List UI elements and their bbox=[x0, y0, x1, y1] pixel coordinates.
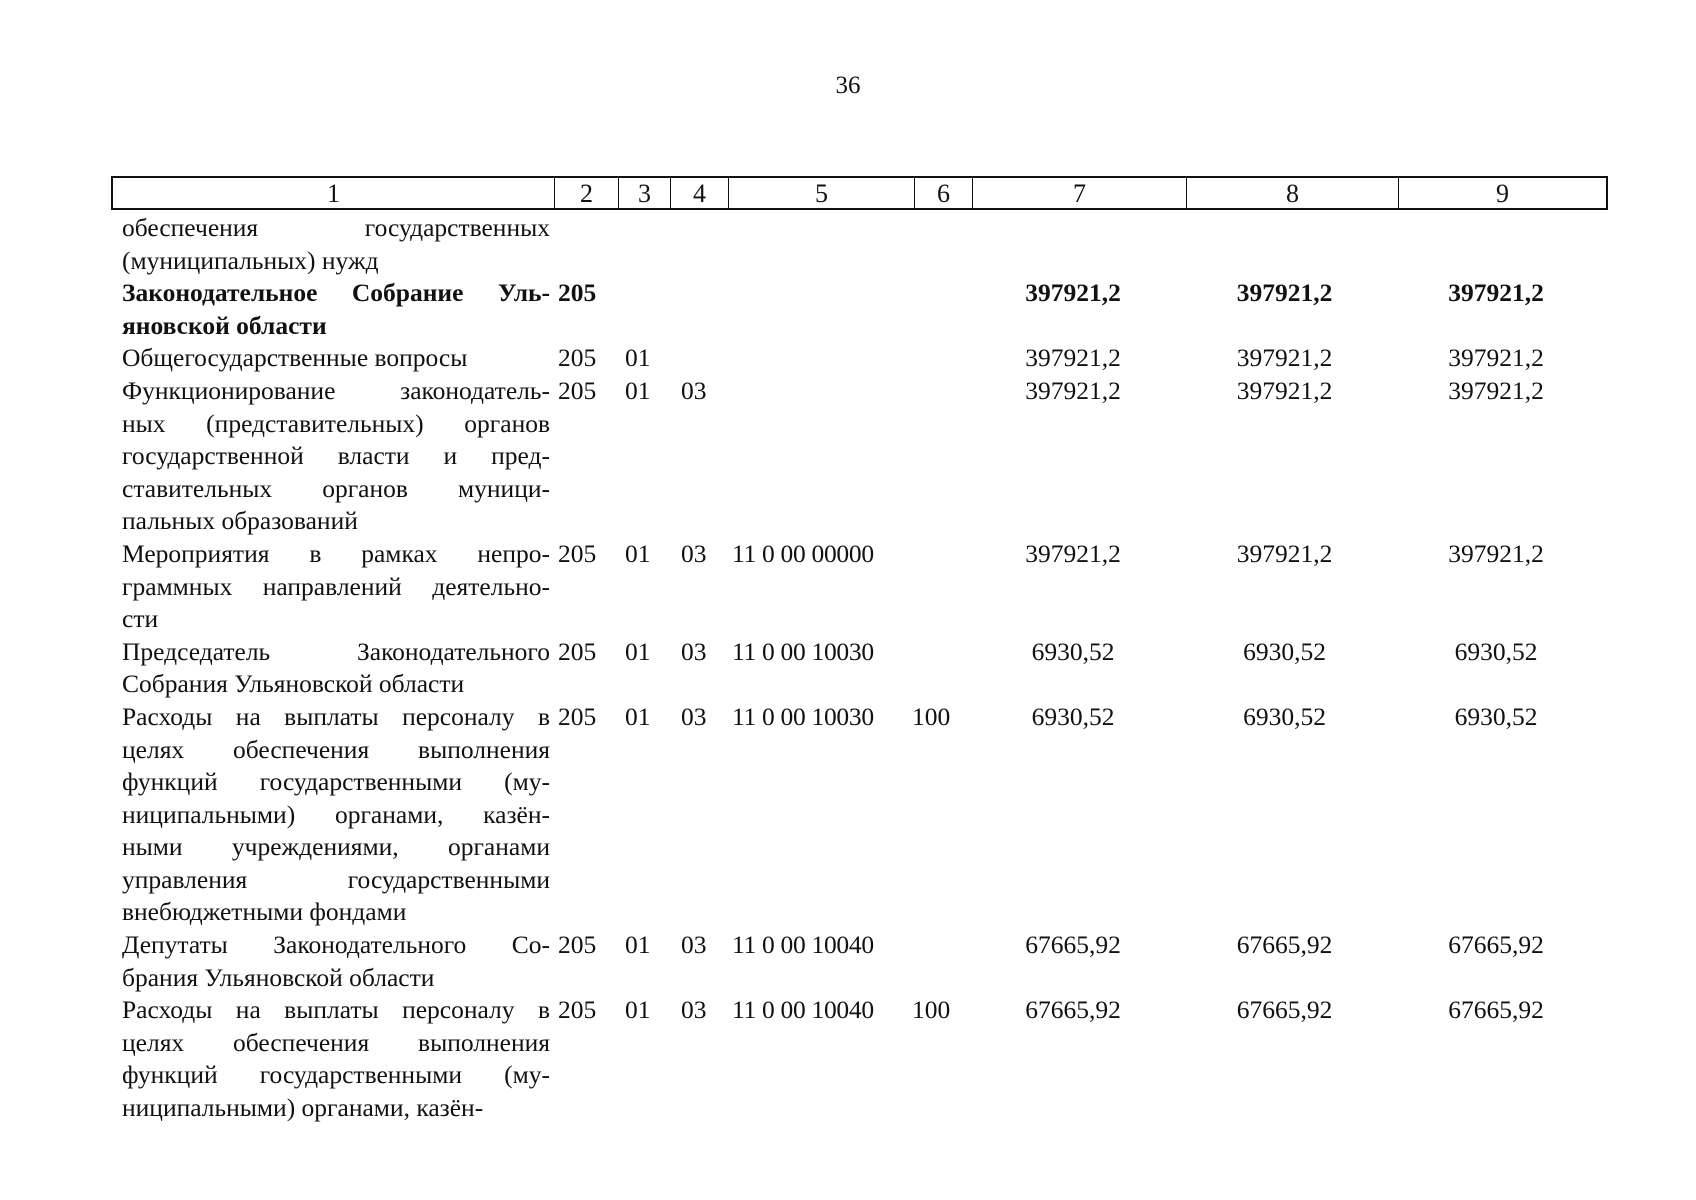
cell-section: 01 bbox=[625, 375, 651, 405]
description-line: ставительных органов муници- bbox=[122, 473, 550, 503]
cell-ministry-code: 205 bbox=[558, 375, 597, 405]
description-line: сти bbox=[122, 604, 159, 634]
row-description bbox=[122, 342, 550, 375]
row-description bbox=[122, 538, 550, 636]
cell-ministry-code: 205 bbox=[558, 701, 597, 731]
cell-expense-type bbox=[904, 538, 967, 636]
cell-amount-year-3: 6930,52 bbox=[1454, 701, 1538, 731]
description-line: Мероприятия в рамках непро- bbox=[122, 538, 550, 568]
description-line: ниципальными) органами, казён- bbox=[122, 799, 550, 829]
cell-amount-year-3: 67665,92 bbox=[1448, 930, 1544, 960]
cell-section bbox=[617, 212, 673, 277]
description-line: функций государственными (му- bbox=[122, 1060, 550, 1090]
cell-amount-year-1: 6930,52 bbox=[1031, 636, 1115, 666]
description-line: внебюджетными фондами bbox=[122, 897, 407, 927]
cell-amount-year-3: 67665,92 bbox=[1448, 995, 1544, 1025]
cell-amount-year-3: 397921,2 bbox=[1448, 375, 1544, 405]
description-line: ниципальными) органами, казён- bbox=[122, 1093, 484, 1123]
description-line: целях обеспечения выполнения bbox=[122, 734, 550, 764]
cell-ministry-code: 205 bbox=[558, 278, 597, 308]
cell-amount-year-1: 397921,2 bbox=[1025, 375, 1121, 405]
header-col-1: 1 bbox=[327, 179, 340, 208]
cell-ministry-code: 205 bbox=[558, 343, 597, 373]
cell-amount-year-2: 397921,2 bbox=[1236, 538, 1333, 568]
cell-subsection bbox=[673, 342, 726, 375]
description-line: (муниципальных) нужд bbox=[122, 245, 379, 275]
cell-amount-year-3 bbox=[1390, 212, 1602, 277]
row-description bbox=[122, 701, 550, 929]
description-line: Собрания Ульяновской области bbox=[122, 669, 465, 699]
cell-subsection bbox=[673, 212, 726, 277]
description-line: целях обеспечения выполнения bbox=[122, 1027, 550, 1057]
cell-amount-year-2: 6930,52 bbox=[1243, 636, 1326, 666]
cell-amount-year-1: 67665,92 bbox=[1025, 930, 1121, 960]
description-line: Общегосударственные вопросы bbox=[122, 343, 468, 373]
row-description bbox=[122, 375, 550, 538]
cell-expense-type bbox=[904, 636, 967, 701]
row-description bbox=[122, 929, 550, 994]
cell-target-article bbox=[726, 212, 904, 277]
header-col-3: 3 bbox=[618, 178, 670, 210]
header-col-7: 7 bbox=[972, 178, 1186, 210]
description-line: государственной власти и пред- bbox=[122, 441, 550, 471]
cell-amount-year-1: 397921,2 bbox=[1025, 278, 1121, 308]
cell-ministry-code bbox=[550, 212, 617, 277]
description-line: Председатель Законодательного bbox=[122, 636, 550, 666]
row-description bbox=[122, 994, 550, 1124]
cell-amount-year-2: 6930,52 bbox=[1243, 701, 1326, 731]
cell-target-article bbox=[726, 342, 904, 375]
cell-subsection bbox=[673, 277, 726, 342]
description-line: Законодательное Собрание Уль- bbox=[122, 278, 550, 308]
description-line: граммных направлений деятельно- bbox=[122, 571, 550, 601]
cell-section: 01 bbox=[625, 538, 651, 568]
cell-amount-year-2: 397921,2 bbox=[1236, 375, 1333, 405]
cell-subsection: 03 bbox=[681, 636, 707, 666]
description-line: обеспечения государственных bbox=[122, 213, 550, 242]
description-line: брания Ульяновской области bbox=[122, 962, 435, 992]
cell-expense-type bbox=[904, 212, 967, 277]
cell-amount-year-2: 67665,92 bbox=[1236, 995, 1333, 1025]
description-line: Депутаты Законодательного Со- bbox=[122, 930, 550, 960]
cell-amount-year-2: 397921,2 bbox=[1236, 343, 1333, 373]
cell-target-article bbox=[726, 375, 904, 538]
header-col-4: 4 bbox=[670, 178, 728, 210]
row-description bbox=[122, 212, 550, 277]
cell-ministry-code: 205 bbox=[558, 995, 597, 1025]
cell-subsection: 03 bbox=[681, 930, 707, 960]
cell-amount-year-1: 397921,2 bbox=[1025, 343, 1121, 373]
cell-amount-year-1 bbox=[967, 212, 1179, 277]
cell-amount-year-3: 397921,2 bbox=[1448, 343, 1544, 373]
row-description bbox=[122, 636, 550, 701]
page-number: 36 bbox=[835, 72, 861, 99]
cell-section: 01 bbox=[625, 343, 651, 373]
cell-amount-year-2 bbox=[1179, 212, 1390, 277]
cell-subsection: 03 bbox=[681, 375, 707, 405]
cell-amount-year-3: 397921,2 bbox=[1448, 278, 1544, 308]
cell-amount-year-1: 6930,52 bbox=[1031, 701, 1115, 731]
cell-ministry-code: 205 bbox=[558, 538, 597, 568]
cell-expense-type bbox=[904, 277, 967, 342]
cell-target-article: 11 0 00 00000 bbox=[732, 538, 874, 568]
cell-expense-type: 100 bbox=[912, 701, 951, 731]
description-line: функций государственными (му- bbox=[122, 767, 550, 797]
cell-expense-type: 100 bbox=[912, 995, 951, 1025]
cell-amount-year-1: 67665,92 bbox=[1025, 995, 1121, 1025]
row-description bbox=[122, 277, 550, 342]
cell-section bbox=[617, 277, 673, 342]
header-col-8: 8 bbox=[1186, 178, 1398, 210]
table-header bbox=[111, 176, 1608, 210]
cell-amount-year-3: 397921,2 bbox=[1448, 538, 1544, 568]
cell-subsection: 03 bbox=[681, 701, 707, 731]
cell-subsection: 03 bbox=[681, 995, 707, 1025]
cell-section: 01 bbox=[625, 701, 651, 731]
description-line: Расходы на выплаты персоналу в bbox=[122, 701, 550, 731]
cell-amount-year-1: 397921,2 bbox=[1025, 538, 1121, 568]
cell-target-article bbox=[726, 277, 904, 342]
cell-target-article: 11 0 00 10030 bbox=[732, 636, 874, 666]
description-line: Расходы на выплаты персоналу в bbox=[122, 995, 550, 1025]
header-col-9: 9 bbox=[1398, 178, 1606, 210]
description-line: ных (представительных) органов bbox=[122, 408, 550, 438]
cell-target-article: 11 0 00 10040 bbox=[732, 930, 874, 960]
cell-section: 01 bbox=[625, 930, 651, 960]
header-col-2: 2 bbox=[554, 178, 618, 210]
header-col-6: 6 bbox=[914, 178, 972, 210]
cell-section: 01 bbox=[625, 995, 651, 1025]
description-line: ными учреждениями, органами bbox=[122, 832, 550, 862]
cell-amount-year-3: 6930,52 bbox=[1454, 636, 1538, 666]
table-body bbox=[122, 212, 1602, 1125]
description-line: управления государственными bbox=[122, 864, 550, 894]
cell-target-article: 11 0 00 10040 bbox=[732, 995, 874, 1025]
description-line: пальных образований bbox=[122, 506, 358, 536]
cell-expense-type bbox=[904, 375, 967, 538]
description-line: яновской области bbox=[122, 310, 327, 340]
description-line: Функционирование законодатель- bbox=[122, 375, 550, 405]
cell-target-article: 11 0 00 10030 bbox=[732, 701, 874, 731]
cell-amount-year-2: 67665,92 bbox=[1236, 930, 1333, 960]
header-col-5: 5 bbox=[728, 178, 914, 210]
cell-amount-year-2: 397921,2 bbox=[1236, 278, 1333, 308]
cell-expense-type bbox=[904, 929, 967, 994]
cell-expense-type bbox=[904, 342, 967, 375]
cell-section: 01 bbox=[625, 636, 651, 666]
cell-ministry-code: 205 bbox=[558, 930, 597, 960]
cell-subsection: 03 bbox=[681, 538, 707, 568]
cell-ministry-code: 205 bbox=[558, 636, 597, 666]
